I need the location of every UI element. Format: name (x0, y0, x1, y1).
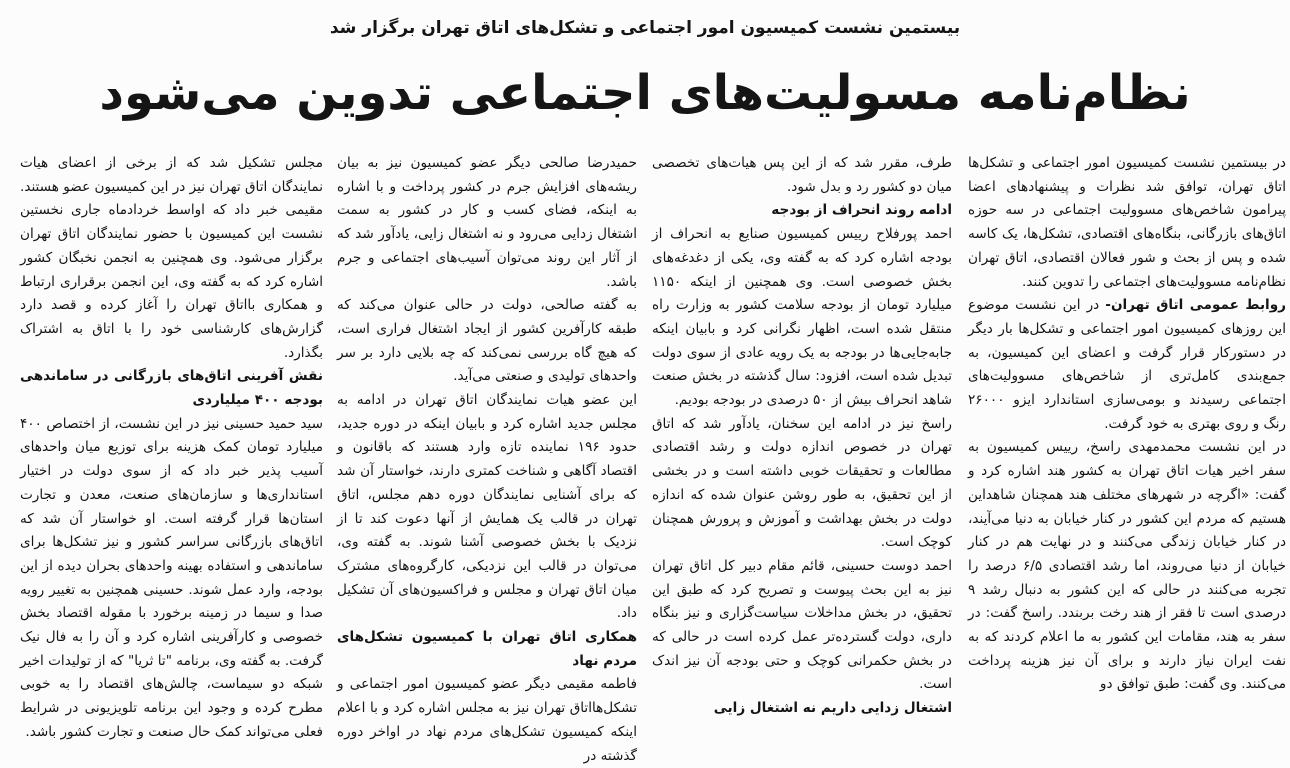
column-2 (652, 152, 952, 742)
paragraph: در بیستمین نشست کمیسیون امور اجتماعی و تشکل‌ها اتاق تهران، توافق شد نظرات و پیشنهادهای اعضا پیرامون شاخص‌های مسوولیت اجتماعی در سه حوزه اتاق‌های بازرگانی، بنگاه‌های اقتصادی، تشکل‌ها، یک کاسه شده و پس از بحث و شور فعالان اقتصادی، اتاق تهران نظام‌نامه مسوولیت‌های اجتماعی را تدوین کنند. (968, 155, 1286, 290)
article-kicker: بیستمین نشست کمیسیون امور اجتماعی و تشکل‌های اتاق تهران برگزار شد (329, 18, 961, 38)
paragraph: احمد دوست حسینی، قائم مقام دبیر کل اتاق تهران نیز به این بحث پیوست و تصریح کرد که طبق این تحقیق، در بخش مداخلات سیاست‌گزاری و نیز بنگاه داری، دولت گسترده‌تر عمل کرده است در حالی که در بخش حکمرانی کوچک و حتی بودجه آن نیز اندک است. (652, 557, 952, 693)
paragraph (968, 294, 1286, 436)
paragraph: این عضو هیات نمایندگان اتاق تهران در ادامه به مجلس جدید اشاره کرد و بابیان اینکه در دوره جدید، حدود ۱۹۶ نماینده تازه وارد هستند که باقانون و اقتصاد آگاهی و شناخت کمتری دارند، خواستار آن شد که برای آشنایی نمایندگان دوره دهم مجلس، اتاق تهران در قالب یک همایش از آنها دعوت کند تا از نزدیک با بخش خصوصی آشنا شوند. به گفته وی، می‌توان در قالب این نزدیکی، کارگروه‌های مشترک میان اتاق تهران و مجلس و فراکسیون‌های آن تشکیل داد. (337, 392, 637, 622)
paragraph: در این نشست محمدمهدی راسخ، رییس کمیسیون به سفر اخیر هیات اتاق تهران به کشور هند اشاره کرد و گفت: «اگرچه در شهرهای مختلف هند همچنان شاهداین هستیم که مردم این کشور در کنار خیابان به دنیا می‌آیند، در کنار خیابان زندگی می‌کنند و در نهایت هم در کنار خیابان از دنیا می‌روند، اما رشد اقتصادی ۶/۵ درصد را تجربه می‌کنند در حالی که این کشور به دنبال رشد ۹ درصدی است تا فقر از هند رخت بربندد. راسخ گفت: در سفر به هند، مقامات این کشور به ما اعلام کردند که به نفت ایران نیاز دارند و برای آن نیز هزینه پرداخت می‌کنند. وی گفت: طبق توافق دو (968, 439, 1286, 693)
subheading: همکاری اتاق تهران با کمیسیون تشکل‌های مردم نهاد (337, 629, 637, 669)
paragraph-text: در این نشست موضوع این روزهای کمیسیون امور اجتماعی و تشکل‌ها بار دیگر در دستورکار قرار گرفت و اعضای این کمیسیون، به جمع‌بندی کامل‌تری از شاخص‌های مسوولیت‌های اجتماعی رسیدند و بومی‌سازی استاندارد ایزو ۲۶۰۰۰ رنگ و روی بهتری به خود گرفت. (968, 297, 1286, 432)
paragraph: راسخ نیز در ادامه این سخنان، یادآور شد که اتاق تهران در خصوص اندازه دولت و رشد اقتصادی مطالعات و تحقیقات خوبی داشته است و در بخشی از این تحقیق، به طور روشن عنوان شده که اندازه دولت در بخش بهداشت و آموزش و پرورش همچنان کوچک است. (652, 415, 952, 551)
column-1 (968, 152, 1286, 742)
paragraph: فاطمه مقیمی دیگر عضو کمیسیون امور اجتماعی و تشکل‌هااتاق تهران نیز به مجلس اشاره کرد و با اعلام اینکه کمیسیون تشکل‌های مردم نهاد در اواخر دوره گذشته در (337, 676, 637, 764)
paragraph: به گفته صالحی، دولت در حالی عنوان می‌کند که طبقه کارآفرین کشور از ایجاد اشتغال فراری است، که هیچ گاه بررسی نمی‌کند که چه بلایی دارد بر سر واحدهای تولیدی و صنعتی می‌آید. (337, 297, 637, 385)
article-headline: نظام‌نامه مسولیت‌های اجتماعی تدوین می‌شود (99, 65, 1191, 121)
paragraph: حمیدرضا صالحی دیگر عضو کمیسیون نیز به بیان ریشه‌های افزایش جرم در کشور پرداخت و با اشاره به اینکه، فضای کسب و کار در کشور به سمت اشتغال زدایی می‌رود و نه اشتغال زایی، یادآور شد که از آثار این روند می‌توان آسیب‌های اجتماعی و جرم باشد. (337, 155, 637, 290)
source-tag: روابط عمومی اتاق تهران- (1105, 297, 1286, 314)
paragraph: مجلس تشکیل شد که از برخی از اعضای هیات نمایندگان اتاق تهران نیز در این کمیسیون عضو هستند. مقیمی خبر داد که اواسط خردادماه جاری نخستین نشست این کمیسیون با حضور نمایندگان اتاق تهران برگزار می‌شود. وی همچنین به انجمن نخبگان کشور اشاره کرد که به گفته وی، این انجمن برقراری ارتباط و همکاری بااتاق تهران را آغاز کرده و قصد دارد گزارش‌های کارشناسی خود را با اتاق به اشتراک بگذارد. (20, 155, 323, 361)
subheading: ادامه روند انحراف از بودجه (771, 202, 952, 219)
subheading: اشتغال زدایی داریم نه اشتغال زایی (713, 700, 952, 717)
subheading: نقش آفرینی اتاق‌های بازرگانی در ساماندهی بودجه ۴۰۰ میلیاردی (20, 368, 323, 409)
column-3 (337, 152, 637, 764)
column-4 (20, 152, 323, 742)
paragraph: احمد پورفلاح رییس کمیسیون صنایع به انحراف از بودجه اشاره کرد که به گفته وی، یکی از دغدغه‌های بخش خصوصی است. وی همچنین از اینکه ۱۱۵۰ میلیارد تومان از بودجه سلامت کشور به وزارت راه منتقل شده است، اظهار نگرانی کرد و بابیان اینکه جابه‌جایی‌ها در بودجه به یک رویه عادی از سوی دولت تبدیل شده است، افزود: سال گذشته در بخش صنعت شاهد انحراف بیش از ۵۰ درصدی در بودجه بودیم. (652, 226, 952, 409)
paragraph: سید حمید حسینی نیز در این نشست، از اختصاص ۴۰۰ میلیارد تومان کمک هزینه برای توزیع میان واحدهای آسیب پذیر خبر داد که از سوی دولت در اختیار استانداری‌ها و سازمان‌های صنعت، معدن و تجارت استان‌ها قرار گرفته است. او خواستار آن شد که اتاق‌های بازرگانی سراسر کشور و نیز تشکل‌ها برای ساماندهی و استفاده بهینه واحدهای بحران دیده از این بودجه، وارد عمل شوند. حسینی همچنین به تغییر رویه صدا و سیما در زمینه برخورد با مقوله اقتصاد بخش خصوصی و کارآفرینی اشاره کرد و آن را به فال نیک گرفت. به گفته وی، برنامه "تا ثریا" که از تولیدات اخیر شبکه دو سیماست، چالش‌های اقتصاد را به خوبی مطرح کرده و وجود این برنامه تلویزیونی در شرایط فعلی می‌تواند کمک حال صنعت و تجارت کشور باشد. (20, 415, 323, 740)
paragraph: طرف، مقرر شد که از این پس هیات‌های تخصصی میان دو کشور رد و بدل شود. (652, 155, 952, 195)
